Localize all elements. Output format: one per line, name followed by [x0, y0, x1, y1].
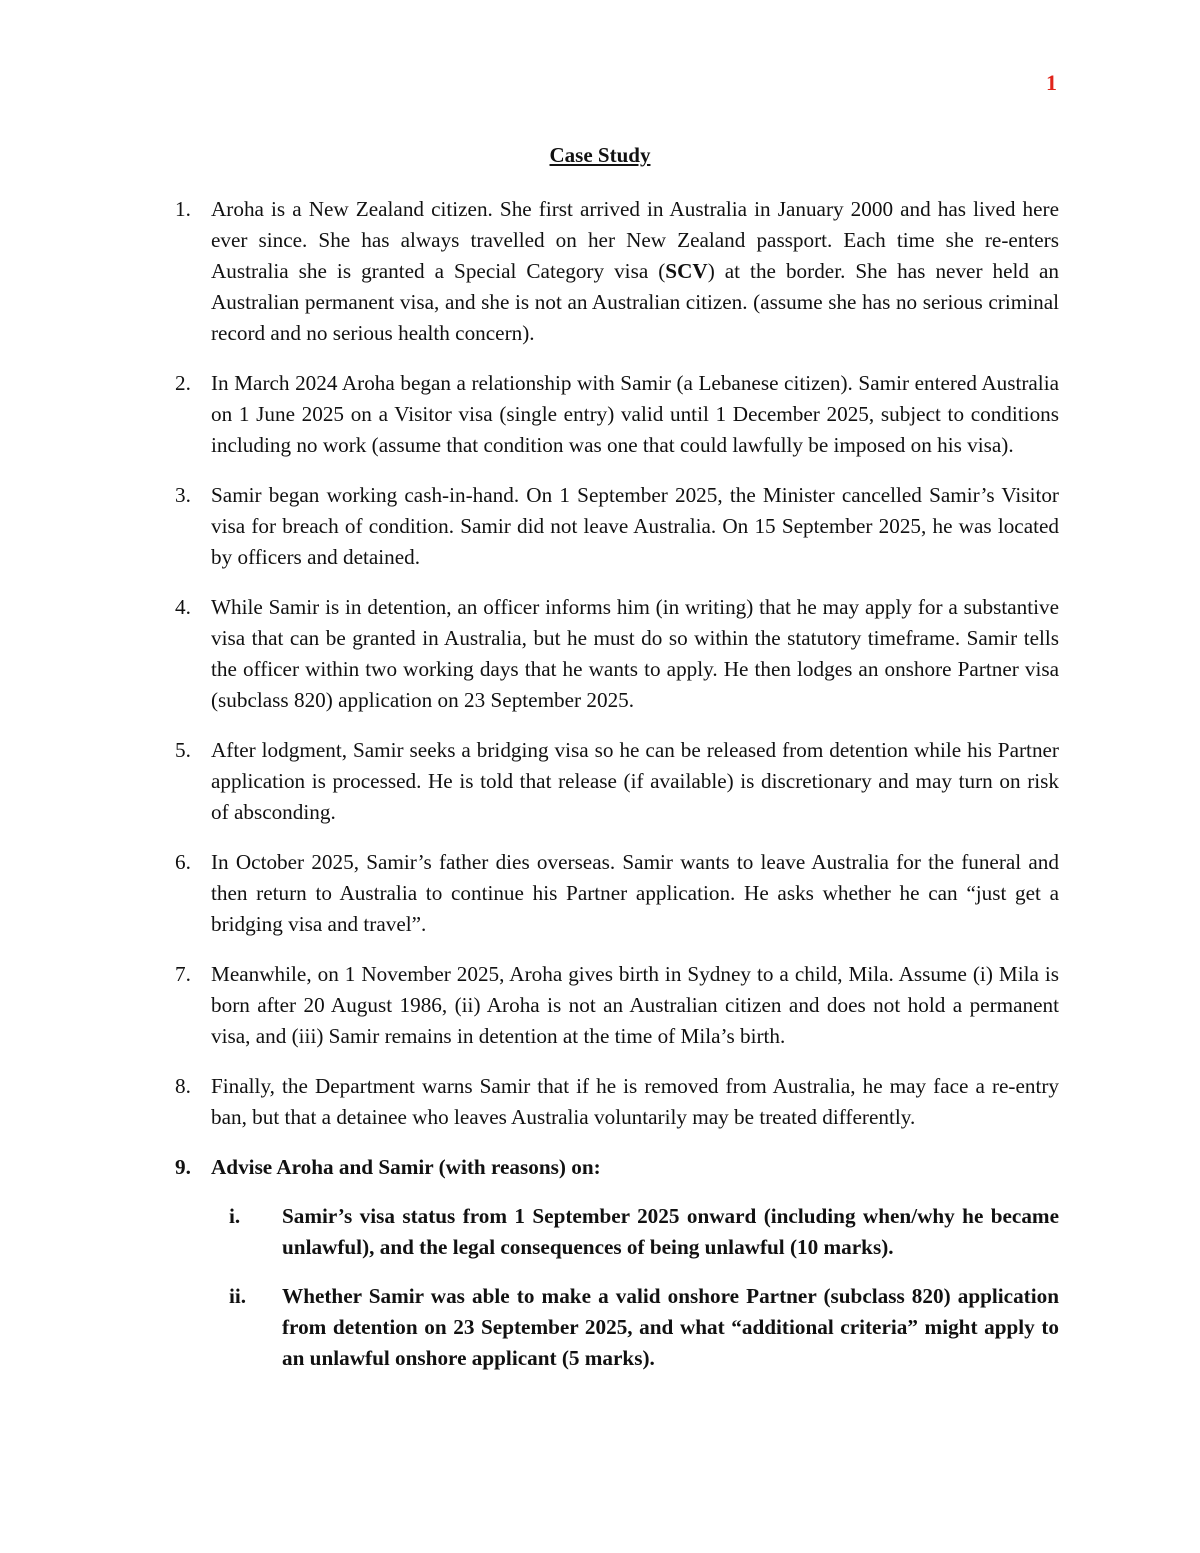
sub-question-number: i.: [229, 1204, 241, 1228]
list-item-number: 5.: [175, 738, 191, 762]
list-item-number: 2.: [175, 371, 191, 395]
sub-question: [171, 1281, 1059, 1374]
question-text: Advise Aroha and Samir (with reasons) on:: [211, 1155, 601, 1179]
page-number: 1: [1046, 70, 1057, 95]
list-item-number: 7.: [175, 962, 191, 986]
list-item: [171, 194, 1059, 349]
list-item-text: After lodgment, Samir seeks a bridging visa so he can be released from detention while his Partner application is processed. He is told that release (if available) is discretionary and may turn on risk of absconding.: [211, 738, 1059, 824]
list-item-text-start: Aroha is a New Zealand citizen. She first arrived in Australia in January 2000 and has lived here ever since. She has always travelled on her New Zealand passport. Each time she re-enters Australia she is granted a Special Category visa (: [211, 197, 1059, 283]
list-item-number: 6.: [175, 850, 191, 874]
sub-question-text: Samir’s visa status from 1 September 2025 onward (including when/why he became unlawful), and the legal consequences of being unlawful (10 marks).: [282, 1204, 1059, 1259]
list-item: [171, 480, 1059, 573]
page-title: Case Study: [549, 143, 651, 167]
list-item-text: In March 2024 Aroha began a relationship with Samir (a Lebanese citizen). Samir entered Australia on 1 June 2025 on a Visitor visa (single entry) valid until 1 December 2025, subject to conditions including no work (assume that condition was one that could lawfully be imposed on his visa).: [211, 371, 1059, 457]
sub-question-text: Whether Samir was able to make a valid onshore Partner (subclass 820) application from detention on 23 September 2025, and what “additional criteria” might apply to an unlawful onshore applicant (5 marks).: [282, 1284, 1059, 1370]
list-item-text: While Samir is in detention, an officer informs him (in writing) that he may apply for a substantive visa that can be granted in Australia, but he must do so within the statutory timeframe. Samir tells the officer within two working days that he wants to apply. He then lodges an onshore Partner visa (subclass 820) application on 23 September 2025.: [211, 595, 1059, 712]
question-number: 9.: [175, 1155, 191, 1179]
list-item-text: In October 2025, Samir’s father dies overseas. Samir wants to leave Australia for the funeral and then return to Australia to continue his Partner application. He asks whether he can “just get a bridging visa and travel”.: [211, 850, 1059, 936]
list-item-number: 4.: [175, 595, 191, 619]
list-item: [171, 735, 1059, 828]
case-study-body: [171, 194, 1059, 1392]
list-item-text: Meanwhile, on 1 November 2025, Aroha gives birth in Sydney to a child, Mila. Assume (i) Mila is born after 20 August 1986, (ii) Aroha is not an Australian citizen and does not hold a permanent visa, and (iii) Samir remains in detention at the time of Mila’s birth.: [211, 962, 1059, 1048]
list-item: [171, 847, 1059, 940]
scv-abbreviation: SCV: [665, 259, 708, 283]
list-item-text: Samir began working cash-in-hand. On 1 September 2025, the Minister cancelled Samir’s Visitor visa for breach of condition. Samir did not leave Australia. On 15 September 2025, he was located by officers and detained.: [211, 483, 1059, 569]
sub-question-number: ii.: [229, 1284, 247, 1308]
question-item: [171, 1152, 1059, 1183]
list-item: [171, 368, 1059, 461]
list-item-number: 3.: [175, 483, 191, 507]
list-item: [171, 592, 1059, 716]
list-item-number: 8.: [175, 1074, 191, 1098]
sub-question: [171, 1201, 1059, 1263]
list-item-number: 1.: [175, 197, 191, 221]
list-item-text: Finally, the Department warns Samir that if he is removed from Australia, he may face a re-entry ban, but that a detainee who leaves Australia voluntarily may be treated differently.: [211, 1074, 1059, 1129]
list-item: [171, 959, 1059, 1052]
list-item: [171, 1071, 1059, 1133]
list-item-text-end: ) at the border. She has never held an Australian permanent visa, and she is not an Australian citizen. (assume she has no serious criminal record and no serious health concern).: [211, 259, 1059, 345]
